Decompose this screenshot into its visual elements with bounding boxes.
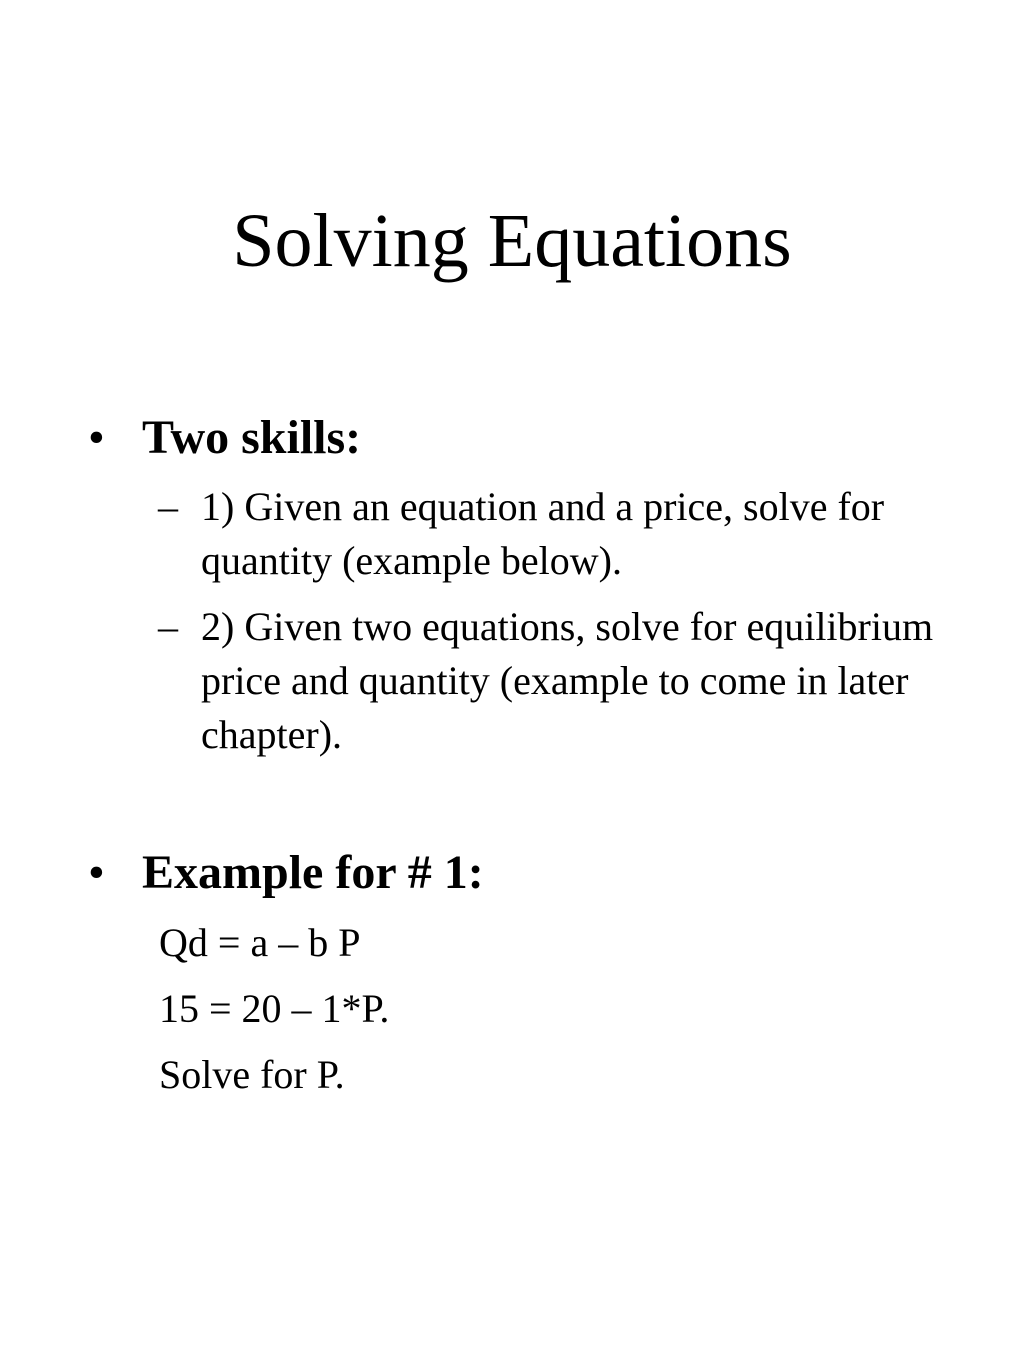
slide-title: Solving Equations: [232, 199, 792, 283]
dash-marker: –: [158, 604, 178, 649]
bullet-marker: •: [88, 846, 105, 899]
dash-marker: –: [158, 484, 178, 529]
equation-line-instruction: Solve for P.: [159, 1052, 345, 1097]
bullet-marker: •: [88, 411, 105, 464]
bullet-label: Two skills:: [142, 411, 362, 464]
subitem-text: 2) Given two equations, solve for equilibrium price and quantity (example to come in later chapter).: [201, 604, 934, 757]
equation-line-demand: Qd = a – b P: [159, 920, 361, 965]
subitem-text: 1) Given an equation and a price, solve for quantity (example below).: [201, 484, 885, 583]
equation-line-values: 15 = 20 – 1*P.: [159, 986, 390, 1031]
bullet-label: Example for # 1:: [142, 846, 484, 899]
